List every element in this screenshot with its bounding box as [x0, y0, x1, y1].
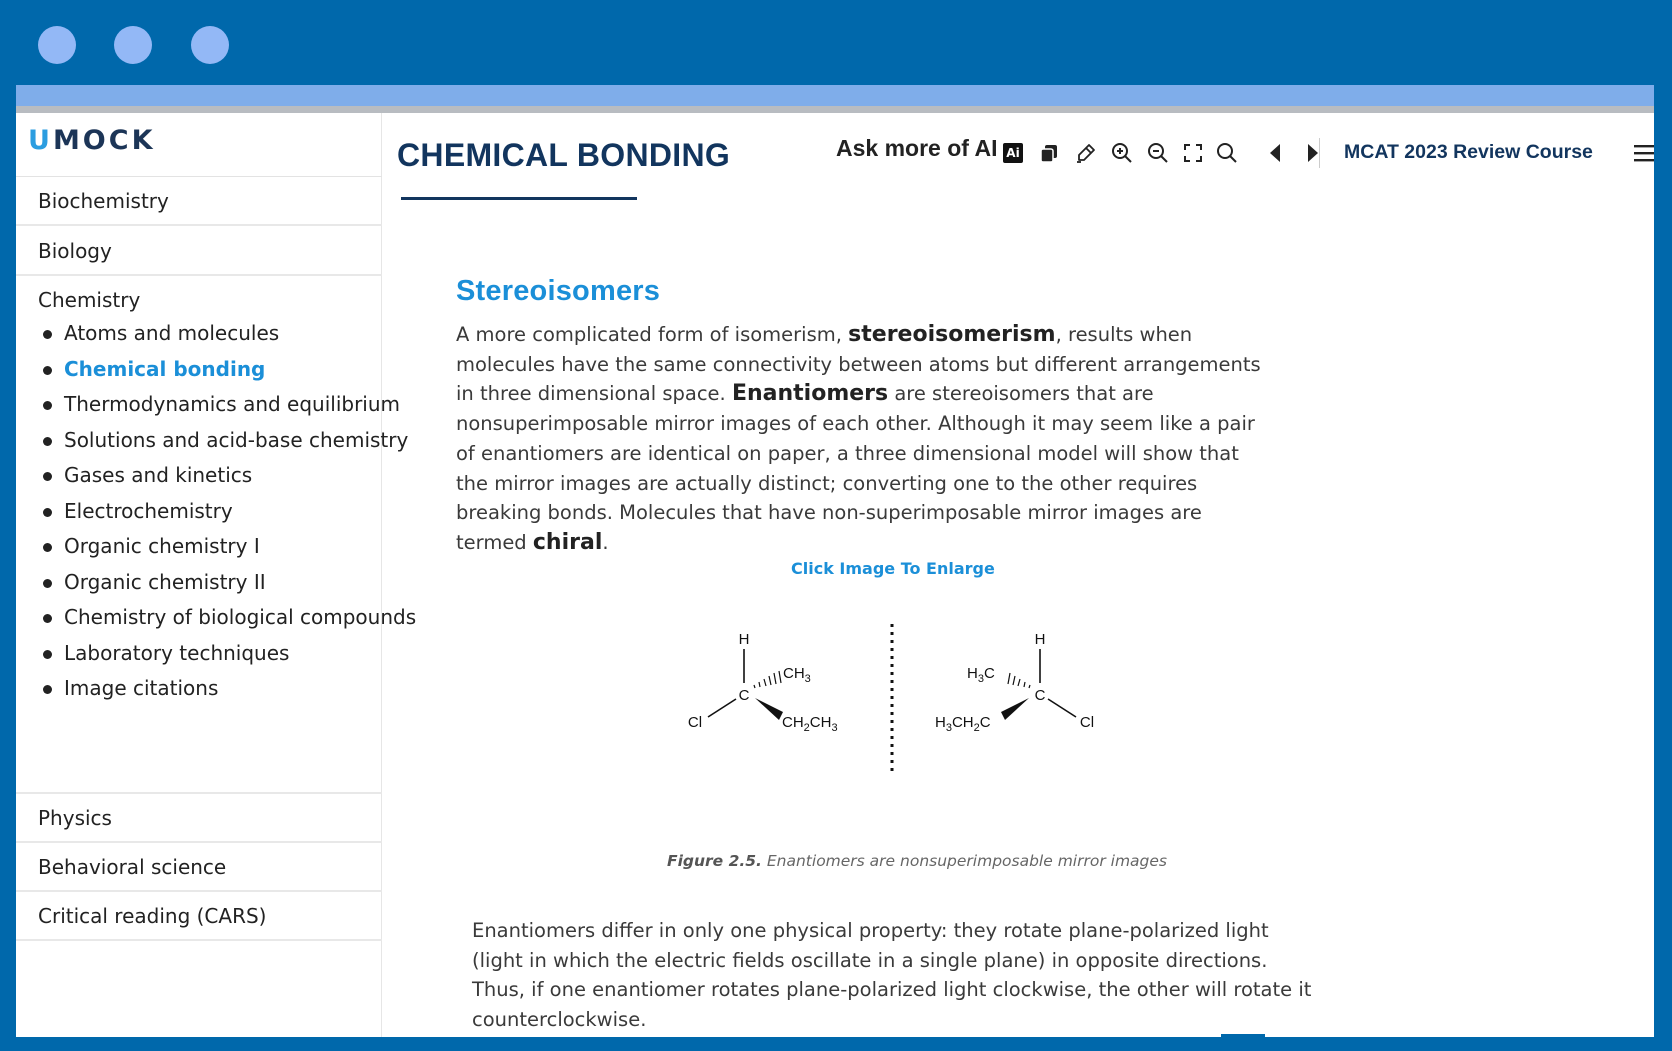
- left-ch2ch3-b: CH: [809, 714, 832, 731]
- chemistry-topic-list: [42, 321, 416, 712]
- window-maximize-dot[interactable]: [191, 26, 229, 64]
- left-ch2ch3-sub2: 3: [831, 722, 838, 734]
- left-ch3-label: CH: [783, 665, 805, 682]
- topic-organic-chemistry-1[interactable]: Organic chemistry I: [42, 534, 416, 570]
- sidebar-item-label: Chemistry: [38, 288, 141, 312]
- sidebar-item-biology[interactable]: [16, 227, 382, 276]
- right-c-label: C: [1034, 687, 1046, 704]
- zoom-in-icon[interactable]: [1110, 141, 1134, 165]
- svg-text:H3C: [967, 665, 995, 685]
- sidebar-item-label: Behavioral science: [38, 855, 227, 879]
- sidebar-item-label: Critical reading (CARS): [38, 904, 267, 928]
- topic-electrochemistry[interactable]: Electrochemistry: [42, 499, 416, 535]
- topic-thermodynamics[interactable]: Thermodynamics and equilibrium: [42, 392, 416, 428]
- topic-laboratory-techniques[interactable]: Laboratory techniques: [42, 641, 416, 677]
- copy-icon[interactable]: [1037, 141, 1061, 165]
- zoom-out-icon[interactable]: [1146, 141, 1170, 165]
- fullscreen-icon[interactable]: [1181, 141, 1205, 165]
- sidebar-item-label: Physics: [38, 806, 112, 830]
- toolbar-divider: [1319, 138, 1320, 168]
- caption-label: Figure 2.5.: [667, 852, 762, 870]
- click-to-enlarge-link[interactable]: Click Image To Enlarge: [791, 559, 995, 578]
- ask-ai-button[interactable]: Ask more of AI: [836, 135, 998, 161]
- sidebar-item-label: Biochemistry: [38, 189, 169, 213]
- right-h3c-a: H: [967, 665, 978, 682]
- svg-text:CH3: [783, 665, 811, 685]
- highlighter-icon[interactable]: [1074, 141, 1098, 165]
- sidebar: [16, 113, 417, 1037]
- enantiomers-paragraph: Enantiomers differ in only one physical property: they rotate plane-polarized light (light in which the electric fields oscillate in a single plane) in opposite directions. Thus, if one enantiomer rotates plane-polarized light clockwise, the other will rotate it counterclockwise.: [472, 919, 1312, 1032]
- left-cl-label: Cl: [687, 714, 703, 731]
- ai-badge-icon[interactable]: Ai: [1003, 143, 1023, 163]
- hamburger-menu-icon[interactable]: [1634, 143, 1654, 163]
- sidebar-item-biochemistry[interactable]: [16, 177, 382, 226]
- page-title: CHEMICAL BONDING: [397, 137, 731, 173]
- right-cl-label: Cl: [1079, 714, 1095, 731]
- right-h3c-sub: 3: [977, 673, 984, 685]
- right-h3ch2c-a: H: [935, 714, 946, 731]
- umock-logo[interactable]: UMOCK: [28, 125, 156, 156]
- intro-paragraph: A more complicated form of isomerism, stereoisomerism, results when molecules have the same connectivity between atoms but different arrangements in three dimensional space. Enantiomers are stereoisomers that are nonsuperimposable mirror images of each other. Although it may seem like a pair of enantiomers are identical on paper, a three dimensional model will show that the mirror images are actually distinct; converting one to the other requires breaking bonds. Molecules that have non-superimposable mirror images are termed chiral.: [456, 322, 1261, 555]
- right-h3ch2c-sub1: 3: [945, 722, 952, 734]
- topic-gases-kinetics[interactable]: Gases and kinetics: [42, 463, 416, 499]
- prev-icon[interactable]: [1264, 141, 1288, 165]
- window-close-dot[interactable]: [38, 26, 76, 64]
- app-window: [16, 85, 1654, 1037]
- title-underline: [401, 197, 637, 200]
- left-ch3-sub: 3: [804, 673, 811, 685]
- topic-image-citations[interactable]: Image citations: [42, 676, 416, 712]
- search-icon[interactable]: [1215, 141, 1239, 165]
- enantiomers-figure[interactable]: [671, 620, 1121, 780]
- right-enantiomer: [935, 631, 1094, 734]
- topic-chemical-bonding[interactable]: Chemical bonding: [42, 357, 416, 393]
- right-h3ch2c-b: CH: [951, 714, 974, 731]
- course-link[interactable]: MCAT 2023 Review Course: [1344, 141, 1593, 163]
- section-title: Stereoisomers: [456, 275, 661, 307]
- right-h-label: H: [1034, 631, 1046, 648]
- left-h-label: H: [738, 631, 750, 648]
- term-stereoisomerism: stereoisomerism: [848, 322, 1056, 347]
- right-h3ch2c-c: C: [979, 714, 991, 731]
- topic-biological-compounds[interactable]: Chemistry of biological compounds: [42, 605, 416, 641]
- scroll-indicator: [1221, 1034, 1265, 1037]
- sidebar-item-chemistry[interactable]: [16, 276, 382, 325]
- term-enantiomers: Enantiomers: [731, 381, 889, 407]
- left-ch2ch3-sub1: 2: [803, 722, 810, 734]
- topic-organic-chemistry-2[interactable]: Organic chemistry II: [42, 570, 416, 606]
- window-header-strip: [16, 85, 1654, 106]
- sidebar-item-behavioral-science[interactable]: [16, 843, 382, 892]
- left-ch2ch3-a: CH: [782, 714, 804, 731]
- window-header-divider: [16, 106, 1654, 113]
- left-c-label: C: [738, 687, 750, 704]
- topic-solutions-acid-base[interactable]: Solutions and acid-base chemistry: [42, 428, 416, 464]
- window-minimize-dot[interactable]: [114, 26, 152, 64]
- left-enantiomer: [688, 631, 838, 734]
- term-chiral: chiral: [532, 529, 603, 555]
- svg-text:CH2CH3: [782, 714, 838, 734]
- sidebar-item-cars[interactable]: [16, 892, 382, 941]
- figure-caption: Figure 2.5. Enantiomers are nonsuperimposable mirror images: [667, 852, 1167, 870]
- sidebar-item-physics[interactable]: [16, 792, 382, 843]
- sidebar-item-label: Biology: [38, 239, 112, 263]
- next-icon[interactable]: [1300, 141, 1324, 165]
- svg-text:H3CH2C: [935, 714, 991, 734]
- right-h3ch2c-sub2: 2: [973, 722, 980, 734]
- right-h3c-b: C: [983, 665, 995, 682]
- topic-atoms-and-molecules[interactable]: Atoms and molecules: [42, 321, 416, 357]
